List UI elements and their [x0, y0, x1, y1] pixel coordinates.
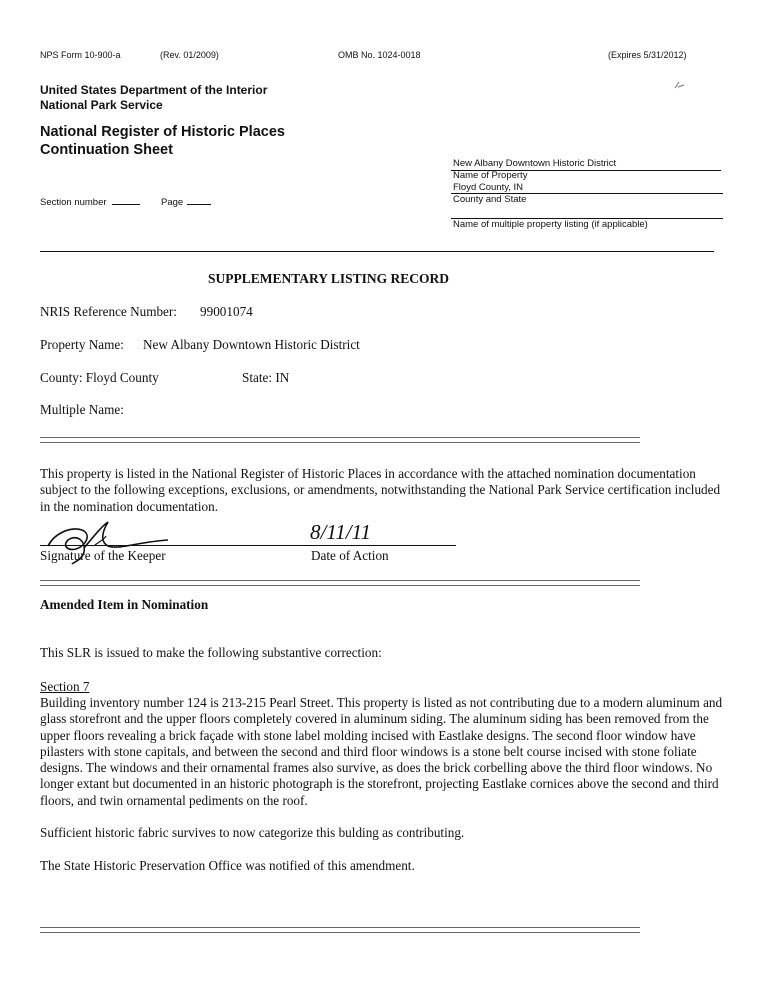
property-name-label-slr: Property Name: — [40, 337, 124, 352]
section-7-heading: Section 7 — [40, 679, 90, 694]
double-rule-2 — [40, 580, 640, 586]
date-of-action-label: Date of Action — [311, 548, 389, 563]
signature-line — [40, 545, 456, 546]
slr-heading: SUPPLEMENTARY LISTING RECORD — [208, 271, 450, 286]
double-rule-3 — [40, 927, 640, 933]
stray-mark-icon — [672, 78, 692, 92]
county-field — [40, 370, 159, 386]
date-of-action-value: 8/11/11 — [310, 520, 372, 544]
state-label: State: — [242, 370, 273, 385]
county-label: County: — [40, 370, 83, 385]
amended-heading: Amended Item in Nomination — [40, 597, 209, 612]
shpo-notice: The State Historic Preservation Office was notified of this amendment. — [40, 858, 415, 873]
section-number-field — [40, 195, 140, 208]
amended-conclusion: Sufficient historic fabric survives to now categorize this bulding as contributing. — [40, 825, 465, 840]
signature-label: Signature of the Keeper — [40, 548, 166, 563]
page-title: National Register of Historic Places — [40, 124, 285, 140]
property-name-value: New Albany Downtown Historic District — [453, 158, 617, 169]
form-revision: (Rev. 01/2009) — [160, 50, 219, 60]
county-state-value: Floyd County, IN — [453, 182, 524, 193]
multiple-name-label: Multiple Name: — [40, 402, 124, 417]
section-number-blank — [112, 195, 140, 205]
section-7-body: Building inventory number 124 is 213-215 Pearl Street. This property is listed as not contributing due to a modern aluminum and glass storefront and the upper floors completely covered in aluminum siding. The aluminum siding has been removed from the upper floors revealing a brick façade with stone label molding incised with Eastlake designs. The second floor window have pilasters with stone capitals, and between the second and third floor windows is a stone belt course incised with stone foliate designs. The windows and their ornamental frames also survive, as does the brick corbelling above the third floor windows. No longer extant but documented in an historic photograph is the storefront, projecting Eastlake cornices above the second and third floors, and twin ornamental pediments on the roof. — [40, 695, 723, 808]
listing-statement: This property is listed in the National Register of Historic Places in accordance with the attached nomination documentation subject to the following exceptions, exclusions, or amendments, notwithstanding the National Park Service certification included in the nomination documentation. — [40, 466, 721, 514]
county-state-label: County and State — [453, 194, 527, 205]
form-expiration: (Expires 5/31/2012) — [608, 50, 687, 60]
county-value: Floyd County — [85, 370, 159, 385]
agency-department: United States Department of the Interior — [40, 83, 268, 97]
omb-number: OMB No. 1024-0018 — [338, 50, 421, 60]
property-name-value-slr: New Albany Downtown Historic District — [143, 337, 360, 352]
double-rule-1 — [40, 437, 640, 443]
state-field — [242, 370, 289, 386]
nris-value: 99001074 — [200, 304, 253, 319]
multiple-listing-label: Name of multiple property listing (if applicable) — [453, 219, 648, 230]
agency-service: National Park Service — [40, 98, 163, 112]
nris-label: NRIS Reference Number: — [40, 304, 177, 319]
amended-intro: This SLR is issued to make the following substantive correction: — [40, 645, 382, 660]
page-number-blank — [187, 195, 211, 205]
section-number-label: Section number — [40, 197, 107, 208]
form-number: NPS Form 10-900-a — [40, 50, 121, 60]
page-number-field — [161, 195, 211, 208]
state-value: IN — [275, 370, 290, 385]
page-subtitle: Continuation Sheet — [40, 142, 173, 158]
property-name-label: Name of Property — [453, 170, 528, 181]
page-number-label: Page — [161, 197, 184, 208]
header-divider — [40, 251, 714, 252]
